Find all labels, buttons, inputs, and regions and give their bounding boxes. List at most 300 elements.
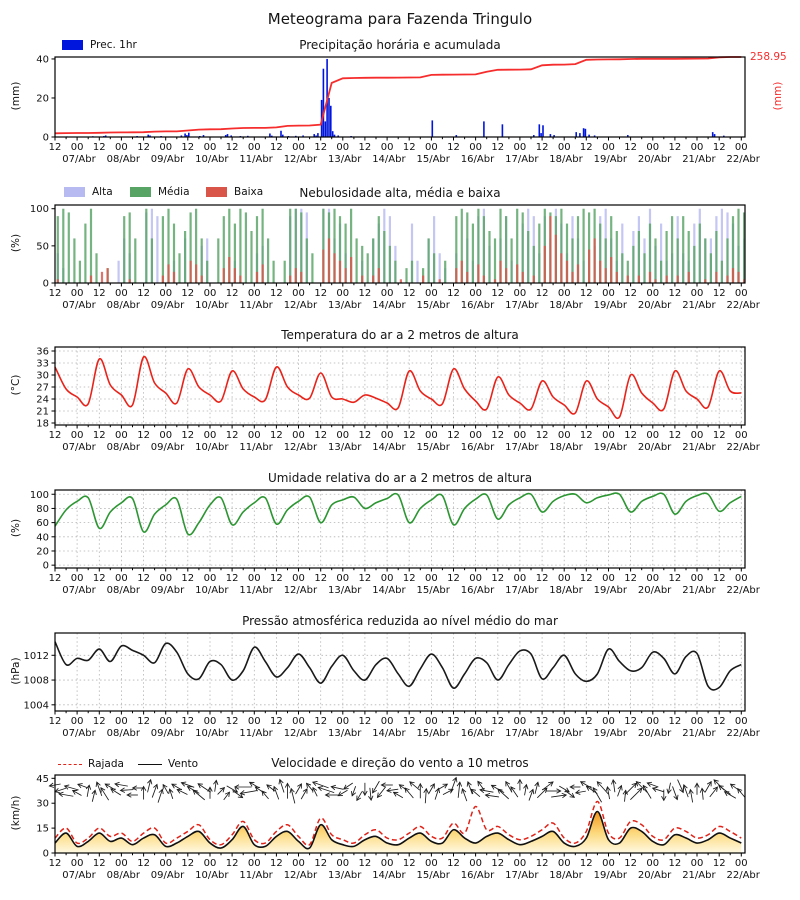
svg-text:16/Abr: 16/Abr <box>460 870 495 881</box>
svg-text:11/Abr: 11/Abr <box>239 585 273 596</box>
svg-text:00: 00 <box>247 142 261 153</box>
precip-legend-label: Prec. 1hr <box>90 39 137 51</box>
svg-text:100: 100 <box>29 204 49 216</box>
svg-text:12: 12 <box>579 716 593 727</box>
svg-text:00: 00 <box>646 858 660 869</box>
clouds-media-label: Média <box>158 186 190 198</box>
svg-text:22/Abr: 22/Abr <box>726 154 760 165</box>
svg-text:22/Abr: 22/Abr <box>726 728 760 739</box>
svg-text:00: 00 <box>425 430 438 441</box>
svg-text:12: 12 <box>447 573 460 584</box>
svg-text:12: 12 <box>225 573 239 584</box>
svg-text:12: 12 <box>447 716 460 727</box>
svg-text:12: 12 <box>535 288 549 299</box>
svg-text:00: 00 <box>602 288 615 299</box>
svg-text:1004: 1004 <box>23 700 49 712</box>
accumulated-total-value: 258.95 <box>750 51 787 63</box>
svg-text:00: 00 <box>602 716 615 727</box>
svg-text:0: 0 <box>42 848 49 860</box>
svg-text:12: 12 <box>92 430 106 441</box>
svg-text:15/Abr: 15/Abr <box>416 870 450 881</box>
svg-text:12/Abr: 12/Abr <box>283 154 318 165</box>
svg-text:00: 00 <box>469 430 482 441</box>
svg-text:12: 12 <box>48 288 62 299</box>
svg-text:00: 00 <box>336 430 350 441</box>
svg-text:00: 00 <box>380 430 394 441</box>
svg-text:12: 12 <box>314 142 328 153</box>
svg-text:00: 00 <box>336 716 350 727</box>
wind-legend-vento <box>138 758 198 770</box>
svg-text:20/Abr: 20/Abr <box>637 585 672 596</box>
svg-text:12: 12 <box>491 288 505 299</box>
svg-text:00: 00 <box>380 716 394 727</box>
svg-text:07/Abr: 07/Abr <box>62 154 96 165</box>
svg-text:12: 12 <box>535 142 549 153</box>
svg-text:00: 00 <box>425 858 438 869</box>
svg-text:21/Abr: 21/Abr <box>682 728 716 739</box>
svg-text:12: 12 <box>225 430 239 441</box>
svg-text:00: 00 <box>159 288 173 299</box>
svg-text:09/Abr: 09/Abr <box>150 585 185 596</box>
svg-text:18/Abr: 18/Abr <box>549 154 583 165</box>
svg-text:18: 18 <box>36 418 49 430</box>
wind-chart-title: Velocidade e direção do vento a 10 metros <box>271 756 529 770</box>
svg-text:16/Abr: 16/Abr <box>460 154 495 165</box>
svg-text:12: 12 <box>491 573 505 584</box>
svg-text:17/Abr: 17/Abr <box>505 442 539 453</box>
svg-text:00: 00 <box>513 142 527 153</box>
svg-text:00: 00 <box>159 142 173 153</box>
svg-text:00: 00 <box>115 716 128 727</box>
precip-chart-title: Precipitação horária e acumulada <box>299 38 501 52</box>
svg-text:11/Abr: 11/Abr <box>239 154 273 165</box>
svg-text:14/Abr: 14/Abr <box>372 300 406 311</box>
svg-text:12: 12 <box>579 430 593 441</box>
svg-text:13/Abr: 13/Abr <box>327 870 362 881</box>
svg-text:20/Abr: 20/Abr <box>637 870 672 881</box>
svg-text:11/Abr: 11/Abr <box>239 728 273 739</box>
svg-text:12: 12 <box>48 430 62 441</box>
svg-text:18/Abr: 18/Abr <box>549 585 583 596</box>
svg-text:18/Abr: 18/Abr <box>549 728 583 739</box>
svg-text:00: 00 <box>513 858 527 869</box>
svg-text:00: 00 <box>203 142 217 153</box>
svg-text:00: 00 <box>70 858 84 869</box>
svg-text:12: 12 <box>137 288 150 299</box>
svg-text:21/Abr: 21/Abr <box>682 300 716 311</box>
svg-text:0: 0 <box>42 278 49 290</box>
svg-text:00: 00 <box>292 142 305 153</box>
svg-text:22/Abr: 22/Abr <box>726 585 760 596</box>
svg-text:00: 00 <box>203 573 217 584</box>
svg-text:12: 12 <box>447 430 460 441</box>
svg-text:40: 40 <box>36 54 49 66</box>
svg-text:12: 12 <box>358 142 372 153</box>
svg-text:12: 12 <box>668 716 682 727</box>
svg-text:17/Abr: 17/Abr <box>505 728 539 739</box>
svg-text:12: 12 <box>48 573 62 584</box>
svg-text:12: 12 <box>624 288 637 299</box>
svg-text:12: 12 <box>270 288 283 299</box>
svg-text:08/Abr: 08/Abr <box>106 728 141 739</box>
svg-text:12: 12 <box>447 288 460 299</box>
svg-text:12: 12 <box>712 573 726 584</box>
svg-text:00: 00 <box>734 858 748 869</box>
svg-text:12: 12 <box>314 430 328 441</box>
svg-text:19/Abr: 19/Abr <box>593 300 628 311</box>
svg-text:12: 12 <box>579 858 593 869</box>
svg-text:12: 12 <box>181 430 195 441</box>
svg-text:12: 12 <box>137 142 150 153</box>
svg-text:12: 12 <box>668 573 682 584</box>
clouds-baixa-label: Baixa <box>234 186 264 198</box>
svg-text:00: 00 <box>425 142 438 153</box>
svg-text:12: 12 <box>579 142 593 153</box>
vento-legend-label: Vento <box>168 758 199 770</box>
svg-text:12: 12 <box>181 142 195 153</box>
svg-text:15/Abr: 15/Abr <box>416 154 450 165</box>
svg-text:00: 00 <box>292 716 305 727</box>
svg-text:12: 12 <box>270 858 283 869</box>
svg-text:20/Abr: 20/Abr <box>637 154 672 165</box>
svg-text:07/Abr: 07/Abr <box>62 300 96 311</box>
svg-text:12: 12 <box>181 288 195 299</box>
svg-text:12: 12 <box>402 716 416 727</box>
svg-text:12: 12 <box>225 142 239 153</box>
svg-text:12: 12 <box>668 142 682 153</box>
svg-text:00: 00 <box>513 716 527 727</box>
svg-text:60: 60 <box>36 518 49 530</box>
svg-text:14/Abr: 14/Abr <box>372 154 406 165</box>
svg-text:00: 00 <box>690 716 704 727</box>
svg-text:13/Abr: 13/Abr <box>327 442 362 453</box>
svg-text:20/Abr: 20/Abr <box>637 300 672 311</box>
svg-text:08/Abr: 08/Abr <box>106 442 141 453</box>
svg-text:12: 12 <box>579 573 593 584</box>
svg-text:00: 00 <box>513 288 527 299</box>
svg-text:21: 21 <box>36 406 49 418</box>
svg-text:19/Abr: 19/Abr <box>593 870 628 881</box>
svg-text:00: 00 <box>203 288 217 299</box>
svg-text:12: 12 <box>668 288 682 299</box>
svg-text:00: 00 <box>247 430 261 441</box>
svg-text:07/Abr: 07/Abr <box>62 442 96 453</box>
clouds-legend-media <box>130 186 190 198</box>
svg-text:08/Abr: 08/Abr <box>106 154 141 165</box>
svg-text:00: 00 <box>292 573 305 584</box>
svg-text:00: 00 <box>336 142 350 153</box>
temp-plot <box>36 347 761 454</box>
svg-text:10/Abr: 10/Abr <box>195 300 229 311</box>
svg-text:12: 12 <box>402 430 416 441</box>
svg-text:10/Abr: 10/Abr <box>195 728 229 739</box>
svg-text:00: 00 <box>646 430 660 441</box>
svg-text:12/Abr: 12/Abr <box>283 585 318 596</box>
svg-text:00: 00 <box>70 716 84 727</box>
svg-text:00: 00 <box>557 288 571 299</box>
svg-text:12/Abr: 12/Abr <box>283 442 318 453</box>
temperature-chart-title: Temperatura do ar a 2 metros de altura <box>281 328 519 342</box>
svg-text:10/Abr: 10/Abr <box>195 442 229 453</box>
clouds-media-swatch <box>130 187 151 197</box>
svg-text:00: 00 <box>247 716 261 727</box>
clouds-alta-label: Alta <box>92 186 113 198</box>
svg-text:13/Abr: 13/Abr <box>327 300 362 311</box>
humidity-y-axis-label: (%) <box>10 518 22 538</box>
svg-text:19/Abr: 19/Abr <box>593 728 628 739</box>
svg-text:18/Abr: 18/Abr <box>549 870 583 881</box>
svg-text:00: 00 <box>70 288 84 299</box>
svg-text:00: 00 <box>602 430 615 441</box>
svg-text:12: 12 <box>579 288 593 299</box>
svg-text:00: 00 <box>292 430 305 441</box>
svg-text:24: 24 <box>36 394 49 406</box>
svg-text:17/Abr: 17/Abr <box>505 154 539 165</box>
svg-text:13/Abr: 13/Abr <box>327 728 362 739</box>
svg-text:12: 12 <box>92 142 106 153</box>
svg-text:17/Abr: 17/Abr <box>505 300 539 311</box>
svg-text:12: 12 <box>137 716 150 727</box>
svg-text:15/Abr: 15/Abr <box>416 442 450 453</box>
svg-text:40: 40 <box>36 532 49 544</box>
svg-text:00: 00 <box>734 288 748 299</box>
svg-text:12: 12 <box>270 573 283 584</box>
svg-text:12: 12 <box>225 858 239 869</box>
svg-text:12: 12 <box>314 716 328 727</box>
humidity-plot <box>30 490 761 596</box>
svg-text:17/Abr: 17/Abr <box>505 585 539 596</box>
svg-text:12: 12 <box>92 858 106 869</box>
svg-text:00: 00 <box>646 288 660 299</box>
svg-text:00: 00 <box>247 573 261 584</box>
svg-text:00: 00 <box>115 288 128 299</box>
svg-text:00: 00 <box>690 858 704 869</box>
svg-text:30: 30 <box>36 798 49 810</box>
svg-text:12: 12 <box>225 716 239 727</box>
svg-text:00: 00 <box>646 716 660 727</box>
svg-text:12: 12 <box>491 430 505 441</box>
svg-text:11/Abr: 11/Abr <box>239 870 273 881</box>
svg-text:16/Abr: 16/Abr <box>460 728 495 739</box>
svg-text:00: 00 <box>557 716 571 727</box>
svg-text:100: 100 <box>29 489 49 501</box>
svg-text:12/Abr: 12/Abr <box>283 870 318 881</box>
svg-text:08/Abr: 08/Abr <box>106 870 141 881</box>
svg-text:08/Abr: 08/Abr <box>106 585 141 596</box>
svg-text:50: 50 <box>36 241 49 253</box>
svg-text:00: 00 <box>602 573 615 584</box>
svg-text:10/Abr: 10/Abr <box>195 585 229 596</box>
svg-text:12: 12 <box>402 288 416 299</box>
svg-text:12: 12 <box>314 858 328 869</box>
svg-text:00: 00 <box>336 858 350 869</box>
svg-text:00: 00 <box>557 858 571 869</box>
svg-text:10/Abr: 10/Abr <box>195 870 229 881</box>
svg-text:00: 00 <box>734 430 748 441</box>
svg-text:12: 12 <box>358 573 372 584</box>
precip-legend-swatch <box>62 40 83 50</box>
svg-text:09/Abr: 09/Abr <box>150 728 185 739</box>
svg-text:00: 00 <box>292 858 305 869</box>
svg-text:00: 00 <box>203 430 217 441</box>
svg-text:15/Abr: 15/Abr <box>416 300 450 311</box>
svg-text:13/Abr: 13/Abr <box>327 585 362 596</box>
rajada-line-icon <box>58 764 82 765</box>
svg-text:18/Abr: 18/Abr <box>549 300 583 311</box>
svg-text:22/Abr: 22/Abr <box>726 442 760 453</box>
svg-text:12: 12 <box>491 142 505 153</box>
svg-text:00: 00 <box>425 716 438 727</box>
svg-text:19/Abr: 19/Abr <box>593 442 628 453</box>
svg-text:12: 12 <box>447 142 460 153</box>
svg-text:12: 12 <box>137 858 150 869</box>
svg-text:12: 12 <box>624 430 637 441</box>
svg-text:09/Abr: 09/Abr <box>150 870 185 881</box>
page-title: Meteograma para Fazenda Tringulo <box>267 10 533 28</box>
svg-text:45: 45 <box>36 773 49 785</box>
svg-text:00: 00 <box>602 858 615 869</box>
svg-text:00: 00 <box>380 142 394 153</box>
svg-text:00: 00 <box>70 430 84 441</box>
rajada-legend-label: Rajada <box>88 758 124 770</box>
svg-text:08/Abr: 08/Abr <box>106 300 141 311</box>
svg-text:00: 00 <box>425 288 438 299</box>
svg-text:12: 12 <box>624 716 637 727</box>
svg-text:00: 00 <box>203 858 217 869</box>
svg-text:12: 12 <box>402 142 416 153</box>
svg-text:1008: 1008 <box>23 675 49 687</box>
svg-text:00: 00 <box>690 288 704 299</box>
svg-text:00: 00 <box>734 142 748 153</box>
svg-text:12: 12 <box>668 430 682 441</box>
svg-text:00: 00 <box>734 573 748 584</box>
svg-text:16/Abr: 16/Abr <box>460 585 495 596</box>
svg-text:00: 00 <box>690 142 704 153</box>
svg-text:19/Abr: 19/Abr <box>593 585 628 596</box>
svg-text:21/Abr: 21/Abr <box>682 442 716 453</box>
svg-text:13/Abr: 13/Abr <box>327 154 362 165</box>
svg-text:22/Abr: 22/Abr <box>726 300 760 311</box>
svg-text:12: 12 <box>270 142 283 153</box>
svg-text:12: 12 <box>358 716 372 727</box>
clouds-y-axis-label: (%) <box>10 233 22 253</box>
svg-text:12: 12 <box>402 858 416 869</box>
svg-text:12: 12 <box>712 430 726 441</box>
svg-text:12: 12 <box>270 716 283 727</box>
svg-text:14/Abr: 14/Abr <box>372 442 406 453</box>
svg-text:00: 00 <box>602 142 615 153</box>
svg-text:00: 00 <box>203 716 217 727</box>
accumulated-right-axis-label: (mm) <box>772 81 784 111</box>
pressure-y-axis-label: (hPa) <box>10 657 22 685</box>
wind-plot <box>36 774 761 881</box>
svg-text:12: 12 <box>535 573 549 584</box>
humidity-chart-title: Umidade relativa do ar a 2 metros de altura <box>267 471 533 485</box>
svg-text:12: 12 <box>712 716 726 727</box>
svg-text:00: 00 <box>690 573 704 584</box>
pressure-plot <box>24 633 761 739</box>
svg-text:12: 12 <box>402 573 416 584</box>
svg-text:12: 12 <box>225 288 239 299</box>
svg-text:33: 33 <box>36 358 49 370</box>
svg-text:00: 00 <box>557 142 571 153</box>
svg-text:00: 00 <box>292 288 305 299</box>
svg-text:20/Abr: 20/Abr <box>637 728 672 739</box>
wind-y-axis-label: (km/h) <box>10 795 22 831</box>
svg-text:12: 12 <box>92 288 106 299</box>
svg-text:00: 00 <box>469 142 482 153</box>
svg-text:00: 00 <box>690 430 704 441</box>
svg-text:14/Abr: 14/Abr <box>372 870 406 881</box>
svg-text:00: 00 <box>159 430 173 441</box>
svg-text:12: 12 <box>712 858 726 869</box>
svg-text:20: 20 <box>36 93 49 105</box>
svg-text:21/Abr: 21/Abr <box>682 585 716 596</box>
svg-text:00: 00 <box>115 142 128 153</box>
svg-text:0: 0 <box>42 132 49 144</box>
svg-text:00: 00 <box>115 858 128 869</box>
svg-text:14/Abr: 14/Abr <box>372 728 406 739</box>
svg-text:12/Abr: 12/Abr <box>283 728 318 739</box>
svg-text:00: 00 <box>469 288 482 299</box>
svg-text:14/Abr: 14/Abr <box>372 585 406 596</box>
svg-text:00: 00 <box>380 288 394 299</box>
precip-y-axis-label: (mm) <box>10 81 22 111</box>
svg-text:12: 12 <box>491 858 505 869</box>
svg-text:12: 12 <box>181 858 195 869</box>
svg-text:00: 00 <box>70 573 84 584</box>
svg-text:1012: 1012 <box>23 650 49 662</box>
svg-text:07/Abr: 07/Abr <box>62 870 96 881</box>
svg-text:00: 00 <box>425 573 438 584</box>
pressure-chart-title: Pressão atmosférica reduzida ao nível médio do mar <box>242 614 558 628</box>
precip-legend <box>62 39 137 51</box>
clouds-baixa-swatch <box>206 187 227 197</box>
svg-text:00: 00 <box>247 858 261 869</box>
svg-text:21/Abr: 21/Abr <box>682 154 716 165</box>
svg-text:12: 12 <box>181 716 195 727</box>
svg-text:15: 15 <box>36 823 49 835</box>
svg-text:12: 12 <box>535 858 549 869</box>
svg-text:12: 12 <box>668 858 682 869</box>
svg-text:12: 12 <box>447 858 460 869</box>
svg-text:17/Abr: 17/Abr <box>505 870 539 881</box>
svg-text:00: 00 <box>336 288 350 299</box>
svg-text:12: 12 <box>624 573 637 584</box>
svg-text:12: 12 <box>92 573 106 584</box>
svg-text:00: 00 <box>380 858 394 869</box>
svg-text:18/Abr: 18/Abr <box>549 442 583 453</box>
clouds-legend-baixa <box>206 186 263 198</box>
wind-legend-rajada <box>58 758 124 770</box>
svg-text:12: 12 <box>624 142 637 153</box>
svg-text:20/Abr: 20/Abr <box>637 442 672 453</box>
svg-text:00: 00 <box>247 288 261 299</box>
precip-plot <box>36 54 761 165</box>
svg-text:21/Abr: 21/Abr <box>682 870 716 881</box>
svg-text:15/Abr: 15/Abr <box>416 585 450 596</box>
svg-text:16/Abr: 16/Abr <box>460 442 495 453</box>
svg-text:12: 12 <box>270 430 283 441</box>
clouds-plot <box>30 204 761 311</box>
svg-text:12: 12 <box>712 288 726 299</box>
svg-text:12: 12 <box>137 573 150 584</box>
svg-text:12: 12 <box>314 288 328 299</box>
clouds-chart-title: Nebulosidade alta, média e baixa <box>299 186 501 200</box>
clouds-alta-swatch <box>64 187 85 197</box>
svg-text:00: 00 <box>115 430 128 441</box>
svg-text:15/Abr: 15/Abr <box>416 728 450 739</box>
